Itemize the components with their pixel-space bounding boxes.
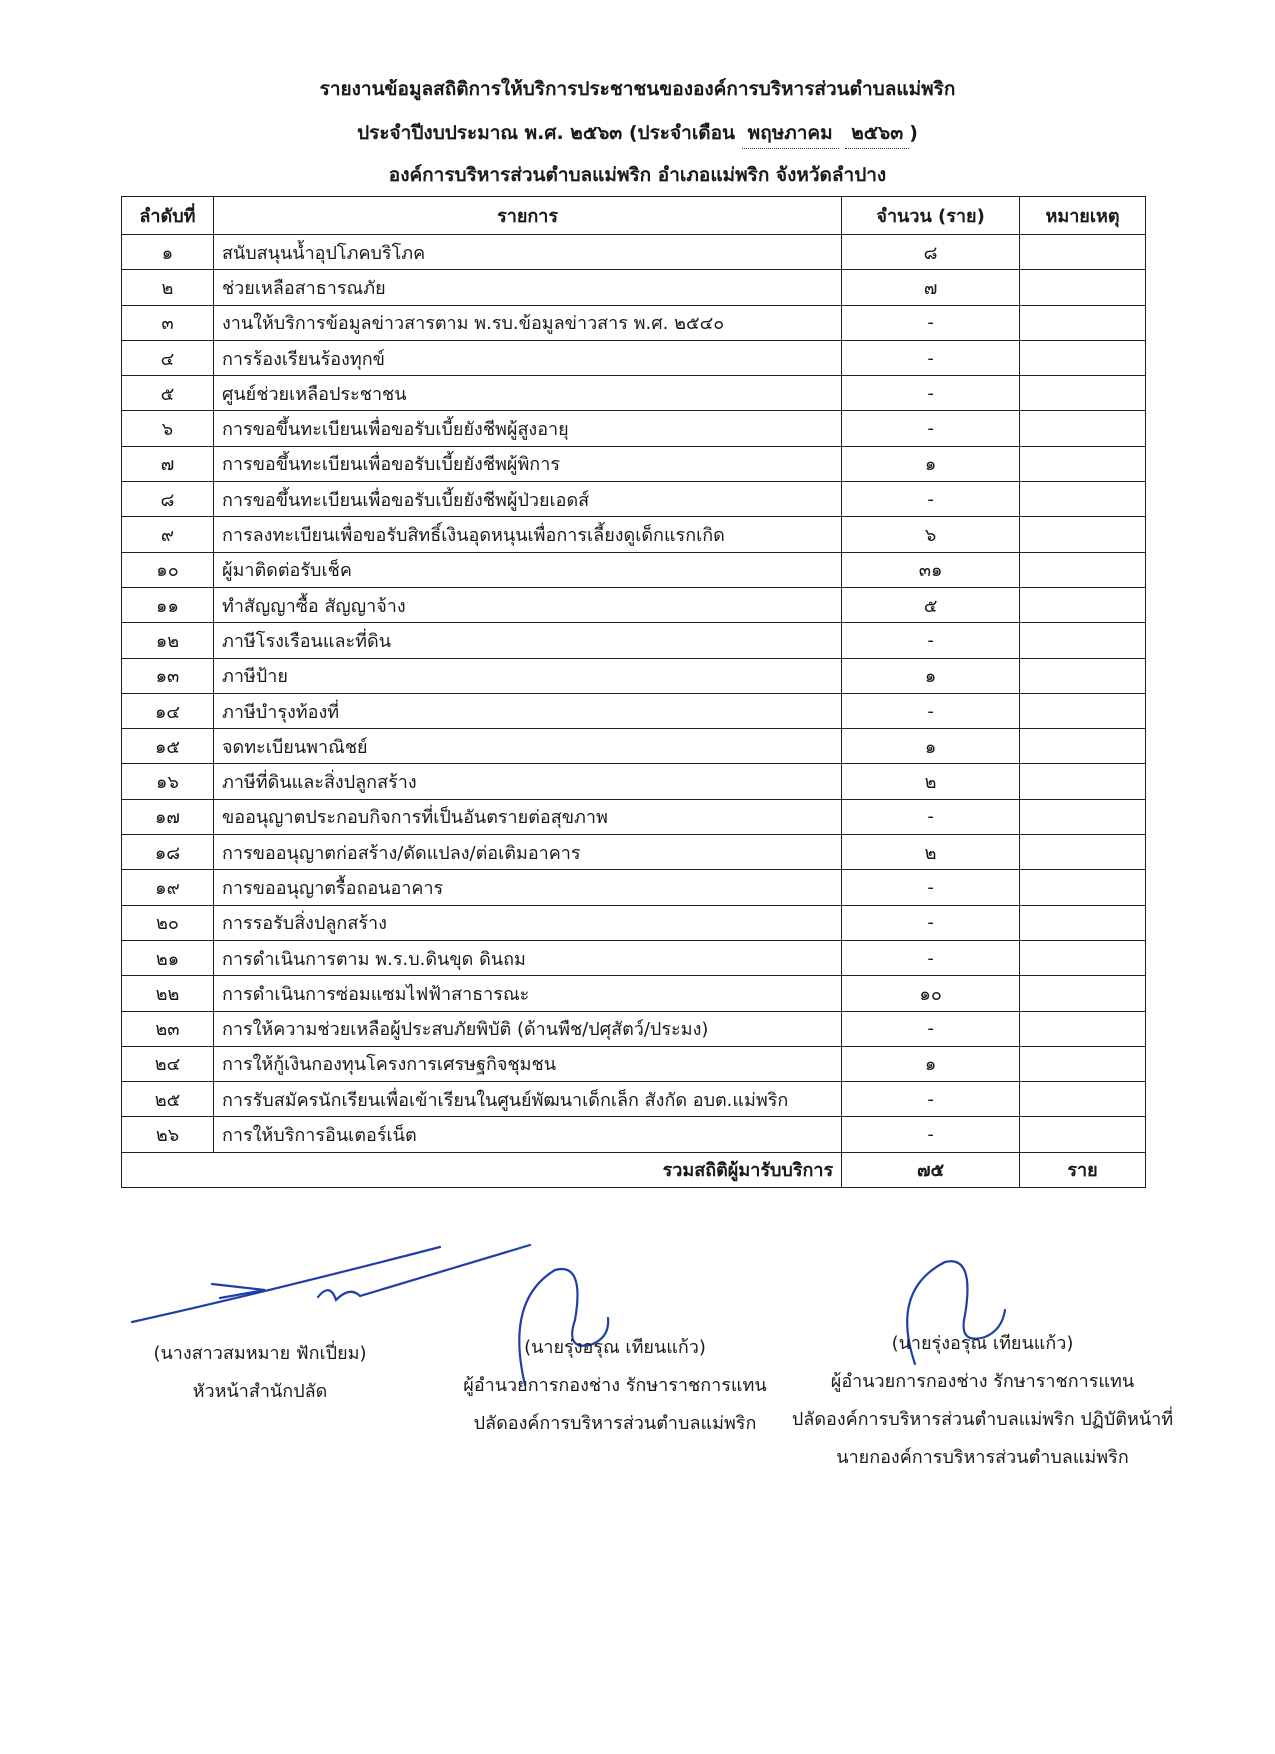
row-count: - (842, 1082, 1020, 1117)
row-note (1020, 870, 1146, 905)
signer-position-line3: นายกองค์การบริหารส่วนตำบลแม่พริก (836, 1447, 1129, 1468)
row-number: ๘ (122, 482, 214, 517)
signer-position: ผู้อำนวยการกองช่าง รักษาราชการแทน (830, 1371, 1135, 1392)
row-item: ภาษีที่ดินและสิ่งปลูกสร้าง (213, 764, 841, 799)
row-item: ทำสัญญาซื้อ สัญญาจ้าง (213, 587, 841, 622)
row-count: ๗ (842, 270, 1020, 305)
table-row (122, 340, 1146, 375)
signature-block-3 (765, 1325, 1200, 1477)
row-item: ขออนุญาตประกอบกิจการที่เป็นอันตรายต่อสุขภาพ (213, 799, 841, 834)
table-row (122, 799, 1146, 834)
table-row (122, 764, 1146, 799)
table-row (122, 482, 1146, 517)
row-count: - (842, 411, 1020, 446)
row-count: ๕ (842, 587, 1020, 622)
row-count: - (842, 870, 1020, 905)
row-count: ๑๐ (842, 976, 1020, 1011)
row-note (1020, 693, 1146, 728)
table-row (122, 411, 1146, 446)
row-item: การให้บริการอินเตอร์เน็ต (213, 1117, 841, 1152)
row-note (1020, 517, 1146, 552)
total-label: รวมสถิติผู้มารับบริการ (122, 1152, 842, 1187)
row-note (1020, 764, 1146, 799)
period-prefix: ประจำปีงบประมาณ พ.ศ. ๒๕๖๓ (ประจำเดือน (357, 122, 736, 144)
row-note (1020, 376, 1146, 411)
row-note (1020, 1046, 1146, 1081)
row-item: การดำเนินการซ่อมแซมไฟฟ้าสาธารณะ (213, 976, 841, 1011)
row-count: ๒ (842, 835, 1020, 870)
row-number: ๑๗ (122, 799, 214, 834)
row-number: ๑๙ (122, 870, 214, 905)
total-unit: ราย (1020, 1152, 1146, 1187)
row-number: ๑๒ (122, 623, 214, 658)
row-note (1020, 270, 1146, 305)
signature-1-stroke (318, 1245, 530, 1300)
row-item: การขออนุญาตรื้อถอนอาคาร (213, 870, 841, 905)
signer-position-line2: ปลัดองค์การบริหารส่วนตำบลแม่พริก ปฏิบัติหน้าที่ (791, 1409, 1174, 1430)
report-organization: องค์การบริหารส่วนตำบลแม่พริก อำเภอแม่พริก จังหวัดลำปาง (388, 164, 887, 186)
row-item: ศูนย์ช่วยเหลือประชาชน (213, 376, 841, 411)
row-number: ๑๑ (122, 587, 214, 622)
row-count: ๓๑ (842, 552, 1020, 587)
signer-name: (นายรุ่งอรุณ เทียนแก้ว) (891, 1333, 1074, 1354)
row-count: - (842, 305, 1020, 340)
signer-position: หัวหน้าสำนักปลัด (192, 1381, 328, 1402)
signature-1-stroke (212, 1284, 265, 1298)
row-number: ๙ (122, 517, 214, 552)
table-row (122, 1011, 1146, 1046)
row-number: ๗ (122, 446, 214, 481)
signer-name: (นางสาวสมหมาย ฟักเปี่ยม) (153, 1343, 367, 1364)
row-note (1020, 658, 1146, 693)
row-number: ๑๐ (122, 552, 214, 587)
table-row (122, 517, 1146, 552)
statistics-table (121, 196, 1146, 1188)
row-count: - (842, 693, 1020, 728)
row-count: - (842, 940, 1020, 975)
row-number: ๒๑ (122, 940, 214, 975)
row-note (1020, 623, 1146, 658)
table-row (122, 376, 1146, 411)
row-count: ๘ (842, 235, 1020, 270)
row-note (1020, 587, 1146, 622)
row-note (1020, 340, 1146, 375)
header-count: จำนวน (ราย) (842, 197, 1020, 235)
row-item: การให้กู้เงินกองทุนโครงการเศรษฐกิจชุมชน (213, 1046, 841, 1081)
row-item: การขออนุญาตก่อสร้าง/ดัดแปลง/ต่อเติมอาคาร (213, 835, 841, 870)
row-note (1020, 1082, 1146, 1117)
row-item: ภาษีบำรุงท้องที่ (213, 693, 841, 728)
row-item: ผู้มาติดต่อรับเช็ค (213, 552, 841, 587)
row-note (1020, 446, 1146, 481)
table-row (122, 552, 1146, 587)
header-item: รายการ (213, 197, 841, 235)
row-item: การขอขึ้นทะเบียนเพื่อขอรับเบี้ยยังชีพผู้ป่วยเอดส์ (213, 482, 841, 517)
row-number: ๑ (122, 235, 214, 270)
row-item: การรอรับสิ่งปลูกสร้าง (213, 905, 841, 940)
row-count: ๖ (842, 517, 1020, 552)
row-item: การขอขึ้นทะเบียนเพื่อขอรับเบี้ยยังชีพผู้พิการ (213, 446, 841, 481)
row-count: ๑ (842, 1046, 1020, 1081)
row-item: ภาษีป้าย (213, 658, 841, 693)
table-row (122, 729, 1146, 764)
row-count: ๑ (842, 446, 1020, 481)
table-row (122, 446, 1146, 481)
row-number: ๒๔ (122, 1046, 214, 1081)
row-number: ๒๖ (122, 1117, 214, 1152)
signer-name: (นายรุ่งอรุณ เทียนแก้ว) (524, 1337, 706, 1358)
row-item: การให้ความช่วยเหลือผู้ประสบภัยพิบัติ (ด้านพืช/ปศุสัตว์/ประมง) (213, 1011, 841, 1046)
table-row (122, 1082, 1146, 1117)
row-note (1020, 835, 1146, 870)
table-row (122, 905, 1146, 940)
row-number: ๑๔ (122, 693, 214, 728)
row-item: จดทะเบียนพาณิชย์ (213, 729, 841, 764)
table-row (122, 305, 1146, 340)
row-number: ๑๓ (122, 658, 214, 693)
row-count: - (842, 1117, 1020, 1152)
row-count: ๑ (842, 729, 1020, 764)
table-row (122, 658, 1146, 693)
row-number: ๒๓ (122, 1011, 214, 1046)
signature-1-stroke (132, 1247, 440, 1322)
row-note (1020, 552, 1146, 587)
report-title: รายงานข้อมูลสถิติการให้บริการประชาชนขององค์การบริหารส่วนตำบลแม่พริก (319, 78, 956, 100)
table-row (122, 940, 1146, 975)
row-number: ๔ (122, 340, 214, 375)
row-item: การรับสมัครนักเรียนเพื่อเข้าเรียนในศูนย์พัฒนาเด็กเล็ก สังกัด อบต.แม่พริก (213, 1082, 841, 1117)
row-count: - (842, 905, 1020, 940)
row-item: การร้องเรียนร้องทุกข์ (213, 340, 841, 375)
row-count: - (842, 482, 1020, 517)
row-count: - (842, 1011, 1020, 1046)
row-count: - (842, 340, 1020, 375)
row-item: การดำเนินการตาม พ.ร.บ.ดินขุด ดินถม (213, 940, 841, 975)
row-number: ๒๕ (122, 1082, 214, 1117)
row-count: - (842, 376, 1020, 411)
row-note (1020, 729, 1146, 764)
row-count: - (842, 799, 1020, 834)
header-note: หมายเหตุ (1020, 197, 1146, 235)
row-number: ๖ (122, 411, 214, 446)
table-row (122, 835, 1146, 870)
report-period (0, 118, 1275, 149)
row-note (1020, 235, 1146, 270)
row-item: ภาษีโรงเรือนและที่ดิน (213, 623, 841, 658)
signer-position-line2: ปลัดองค์การบริหารส่วนตำบลแม่พริก (473, 1413, 757, 1434)
signature-block-1 (120, 1335, 400, 1411)
row-note (1020, 1117, 1146, 1152)
period-suffix: ) (909, 122, 918, 144)
row-number: ๑๕ (122, 729, 214, 764)
table-row (122, 623, 1146, 658)
row-item: ช่วยเหลือสาธารณภัย (213, 270, 841, 305)
row-number: ๒๐ (122, 905, 214, 940)
row-note (1020, 305, 1146, 340)
header-no: ลำดับที่ (122, 197, 214, 235)
table-row (122, 235, 1146, 270)
table-row (122, 587, 1146, 622)
table-header-row (122, 197, 1146, 235)
row-count: ๑ (842, 658, 1020, 693)
total-row (122, 1152, 1146, 1187)
row-note (1020, 976, 1146, 1011)
signer-position: ผู้อำนวยการกองช่าง รักษาราชการแทน (463, 1375, 767, 1396)
period-month: พฤษภาคม (742, 118, 839, 149)
row-number: ๒ (122, 270, 214, 305)
row-number: ๑๖ (122, 764, 214, 799)
row-number: ๓ (122, 305, 214, 340)
row-item: การลงทะเบียนเพื่อขอรับสิทธิ์เงินอุดหนุนเพื่อการเลี้ยงดูเด็กแรกเกิด (213, 517, 841, 552)
row-item: สนับสนุนน้ำอุปโภคบริโภค (213, 235, 841, 270)
table-row (122, 976, 1146, 1011)
table-row (122, 870, 1146, 905)
row-number: ๑๘ (122, 835, 214, 870)
row-note (1020, 905, 1146, 940)
table-row (122, 270, 1146, 305)
table-row (122, 693, 1146, 728)
period-year: ๒๕๖๓ (845, 118, 909, 149)
row-item: งานให้บริการข้อมูลข่าวสารตาม พ.รบ.ข้อมูลข่าวสาร พ.ศ. ๒๕๔๐ (213, 305, 841, 340)
table-body (122, 235, 1146, 1153)
total-count: ๗๕ (842, 1152, 1020, 1187)
table-row (122, 1117, 1146, 1152)
row-number: ๕ (122, 376, 214, 411)
table-row (122, 1046, 1146, 1081)
row-note (1020, 1011, 1146, 1046)
row-note (1020, 940, 1146, 975)
row-note (1020, 411, 1146, 446)
row-count: - (842, 623, 1020, 658)
row-count: ๒ (842, 764, 1020, 799)
row-note (1020, 799, 1146, 834)
row-note (1020, 482, 1146, 517)
signature-block-2 (420, 1329, 810, 1443)
row-number: ๒๒ (122, 976, 214, 1011)
row-item: การขอขึ้นทะเบียนเพื่อขอรับเบี้ยยังชีพผู้สูงอายุ (213, 411, 841, 446)
